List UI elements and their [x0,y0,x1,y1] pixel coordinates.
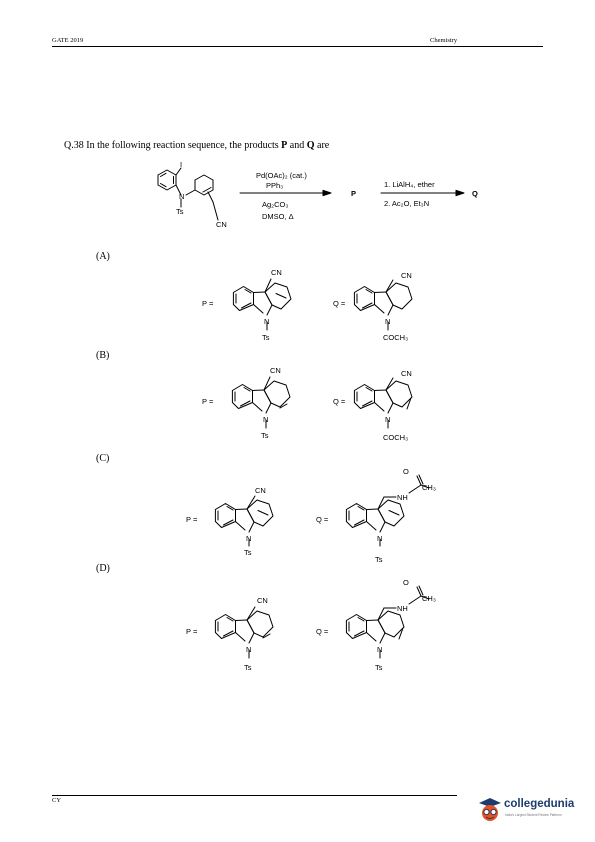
option-b-p-eq: P = [202,397,214,406]
cond1-line3: Ag₂CO₃ [262,200,289,209]
option-b-q-eq: Q = [333,397,346,406]
option-c-label[interactable]: (C) [96,453,110,464]
cond1-line4: DMSO, Δ [262,212,294,221]
option-c-q-structure [346,475,429,546]
option-a-p-n: N [264,317,270,326]
mascot-icon [478,797,502,823]
option-c-p-eq: P = [186,515,198,524]
scheme-product-p: P [351,189,357,198]
brand-tagline: India's Largest Student Review Platform [505,813,562,817]
question-and: and [289,140,305,151]
option-c-p-cn: CN [255,486,266,495]
question-p: P [281,140,288,151]
option-d-q-ts: Ts [375,663,383,672]
option-d-q-o: O [403,578,409,587]
cond1-line2: PPh₃ [266,181,284,190]
option-b-p-ts: Ts [261,431,269,440]
option-b-q-cn: CN [401,369,412,378]
option-a-q-structure [354,280,412,330]
option-d-p-structure [215,607,273,658]
option-a-q-eq: Q = [333,299,346,308]
option-b-p-cn: CN [270,366,281,375]
option-c-q-ch3: CH₃ [422,483,436,492]
option-c-q-o: O [403,467,409,476]
header-subject: Chemistry [430,37,458,44]
option-a-label[interactable]: (A) [96,251,110,262]
scheme-product-q: Q [472,189,478,198]
option-a-p-cn: CN [271,268,282,277]
collegedunia-logo[interactable] [478,796,590,828]
option-c-q-nh: NH [397,493,408,502]
option-b-p-structure [232,377,290,428]
starting-material [158,168,218,220]
option-c-p-ts: Ts [244,548,252,557]
option-c-q-n: N [377,534,383,543]
question-number: Q.38 [64,140,84,151]
option-c-p-n: N [246,534,252,543]
option-d-p-n: N [246,645,252,654]
option-b-label[interactable]: (B) [96,350,110,361]
option-d-p-ts: Ts [244,663,252,672]
brand-name: collegedunia [504,798,575,810]
footer-rule [52,795,457,796]
option-c-q-ts: Ts [375,555,383,564]
option-b-q-n: N [385,415,391,424]
reaction-arrow-1-head [323,190,331,195]
option-d-q-nh: NH [397,604,408,613]
option-a-q-n: N [385,317,391,326]
option-d-q-n: N [377,645,383,654]
option-a-p-ts: Ts [262,333,270,342]
cond2-line1: 1. LiAlH₄, ether [384,180,435,189]
option-b-p-n: N [263,415,269,424]
option-b-q-acyl: COCH₃ [383,433,409,442]
sm-nitrogen: N [179,192,185,201]
question-end: are [317,140,330,151]
option-a-p-structure [233,279,291,330]
sm-ts: Ts [176,207,184,216]
option-a-p-eq: P = [202,299,214,308]
option-c-q-eq: Q = [316,515,329,524]
header-exam: GATE 2019 [52,37,84,44]
sm-cn: CN [216,220,227,229]
question-q: Q [306,140,315,151]
option-a-q-cn: CN [401,271,412,280]
option-d-label[interactable]: (D) [96,563,110,574]
option-d-q-ch3: CH₃ [422,594,436,603]
option-c-p-structure [215,496,273,546]
option-a-q-acyl: COCH₃ [383,333,409,342]
reaction-arrow-2-head [456,190,464,195]
option-b-q-structure [354,378,412,428]
option-d-p-cn: CN [257,596,268,605]
sm-iodine: I [180,160,183,169]
option-d-q-eq: Q = [316,627,329,636]
cond1-line1: Pd(OAc)₂ (cat.) [256,171,307,180]
footer-paper-code: CY [52,797,62,804]
question-stem: In the following reaction sequence, the products [86,140,279,151]
cond2-line2: 2. Ac₂O, Et₃N [384,199,430,208]
option-d-p-eq: P = [186,627,198,636]
option-d-q-structure [346,586,429,658]
